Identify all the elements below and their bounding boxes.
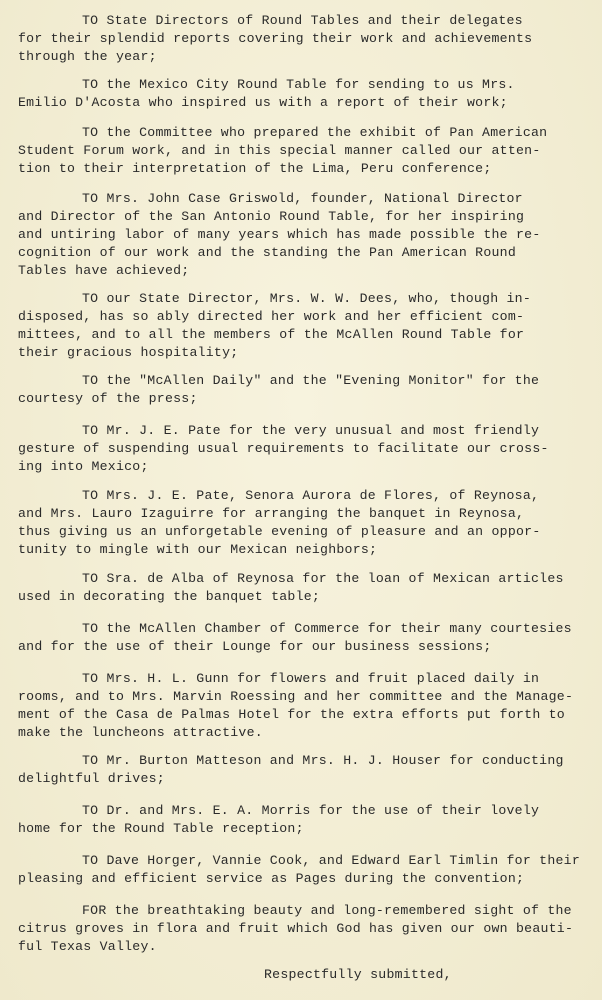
text-line: TO the McAllen Chamber of Commerce for their many courtesies — [82, 621, 572, 636]
text-line: and for the use of their Lounge for our business sessions; — [18, 639, 492, 654]
text-line: for their splendid reports covering their work and achievements — [18, 31, 533, 46]
text-line: Emilio D'Acosta who inspired us with a report of their work; — [18, 95, 508, 110]
text-line: TO Mr. Burton Matteson and Mrs. H. J. Houser for conducting — [82, 753, 564, 768]
text-line: TO Dave Horger, Vannie Cook, and Edward Earl Timlin for their — [82, 853, 580, 868]
text-line: thus giving us an unforgetable evening of pleasure and an oppor- — [18, 524, 541, 539]
text-line: TO Mrs. John Case Griswold, founder, National Director — [82, 191, 523, 206]
text-line: TO Mr. J. E. Pate for the very unusual and most friendly — [82, 423, 540, 438]
text-line: tunity to mingle with our Mexican neighbors; — [18, 542, 378, 557]
paragraph-mexico-city — [18, 76, 598, 112]
paragraph-pages — [18, 852, 598, 888]
text-line: citrus groves in flora and fruit which God has given our own beauti- — [18, 921, 574, 936]
paragraph-dees — [18, 290, 598, 362]
paragraph-banquet — [18, 487, 598, 559]
text-line: and Director of the San Antonio Round Table, for her inspiring — [18, 209, 525, 224]
text-line: Tables have achieved; — [18, 263, 190, 278]
closing-signature-line: Respectfully submitted, — [264, 967, 452, 982]
text-line: courtesy of the press; — [18, 391, 198, 406]
text-line: ment of the Casa de Palmas Hotel for the extra efforts put forth to — [18, 707, 565, 722]
text-line: through the year; — [18, 49, 157, 64]
paragraph-de-alba — [18, 570, 598, 606]
text-line: FOR the breathtaking beauty and long-remembered sight of the — [82, 903, 572, 918]
paragraph-press — [18, 372, 598, 408]
text-line: TO the Committee who prepared the exhibit of Pan American — [82, 125, 548, 140]
paragraph-state-directors — [18, 12, 598, 66]
text-line: disposed, has so ably directed her work and her efficient com- — [18, 309, 525, 324]
text-line: and Mrs. Lauro Izaguirre for arranging the banquet in Reynosa, — [18, 506, 525, 521]
text-line: pleasing and efficient service as Pages during the convention; — [18, 871, 525, 886]
paragraph-chamber — [18, 620, 598, 656]
text-line: and untiring labor of many years which has made possible the re- — [18, 227, 541, 242]
text-line: make the luncheons attractive. — [18, 725, 263, 740]
paragraph-gunn — [18, 670, 598, 742]
text-line: mittees, and to all the members of the McAllen Round Table for — [18, 327, 525, 342]
text-line: TO Dr. and Mrs. E. A. Morris for the use of their lovely — [82, 803, 540, 818]
text-line: home for the Round Table reception; — [18, 821, 304, 836]
paragraph-griswold — [18, 190, 598, 280]
text-line: Student Forum work, and in this special manner called our atten- — [18, 143, 541, 158]
text-line: gesture of suspending usual requirements to facilitate our cross- — [18, 441, 549, 456]
paragraph-morris — [18, 802, 598, 838]
text-line: used in decorating the banquet table; — [18, 589, 321, 604]
paragraph-drives — [18, 752, 598, 788]
paragraph-citrus-groves — [18, 902, 598, 956]
text-line: TO Mrs. J. E. Pate, Senora Aurora de Flores, of Reynosa, — [82, 488, 540, 503]
text-line: TO Sra. de Alba of Reynosa for the loan of Mexican articles — [82, 571, 564, 586]
text-line: cognition of our work and the standing the Pan American Round — [18, 245, 516, 260]
text-line: their gracious hospitality; — [18, 345, 239, 360]
text-line: rooms, and to Mrs. Marvin Roessing and her committee and the Manage- — [18, 689, 574, 704]
text-line: TO our State Director, Mrs. W. W. Dees, who, though in- — [82, 291, 532, 306]
text-line: delightful drives; — [18, 771, 165, 786]
text-line: TO Mrs. H. L. Gunn for flowers and fruit placed daily in — [82, 671, 540, 686]
text-line: TO the "McAllen Daily" and the "Evening Monitor" for the — [82, 373, 540, 388]
text-line: TO State Directors of Round Tables and their delegates — [82, 13, 523, 28]
text-line: TO the Mexico City Round Table for sending to us Mrs. — [82, 77, 515, 92]
paragraph-mr-pate — [18, 422, 598, 476]
text-line: tion to their interpretation of the Lima, Peru conference; — [18, 161, 492, 176]
paragraph-committee-exhibit — [18, 124, 598, 178]
text-line: ing into Mexico; — [18, 459, 149, 474]
text-line: ful Texas Valley. — [18, 939, 157, 954]
